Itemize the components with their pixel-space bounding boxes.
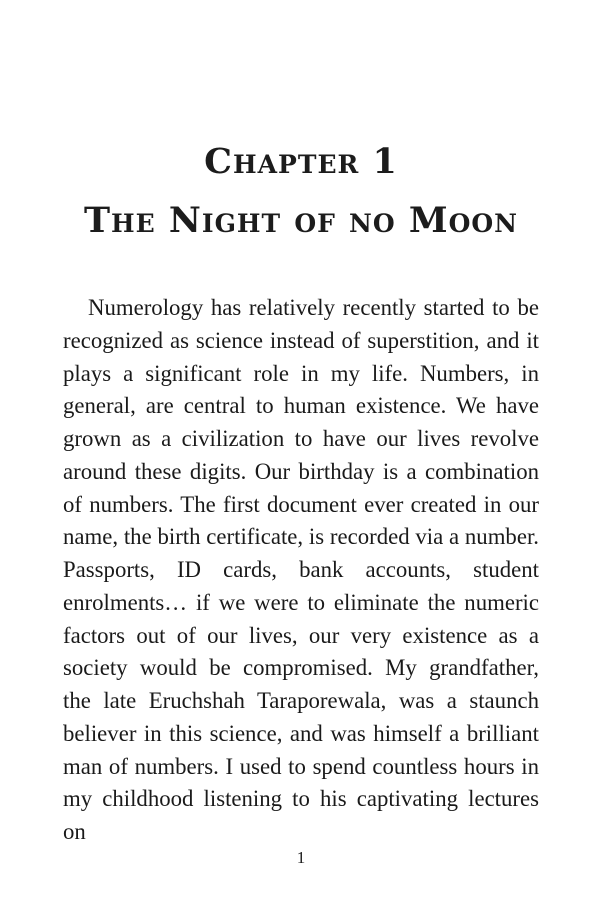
body-paragraph: Numerology has relatively recently started to be recognized as science instead of superstition, and it plays a significant role in my life. Numbers, in general, are central to human existence. We have grown as a civilization to have our lives revolve around these digits. Our birthday is a combination of numbers. The first document ever created in our name, the birth certificate, is recorded via a number. Passports, ID cards, bank accounts, student enrolments… if we were to eliminate the numeric factors out of our lives, our very existence as a society would be compromised. My grandfather, the late Eruchshah Taraporewala, was a staunch believer in this science, and was himself a brilliant man of numbers. I used to spend countless hours in my childhood listening to his captivating lectures on <box>63 295 539 844</box>
chapter-title: The Night of no Moon <box>83 200 519 241</box>
page-number: 1 <box>296 848 306 867</box>
chapter-number: Chapter 1 <box>204 141 398 182</box>
